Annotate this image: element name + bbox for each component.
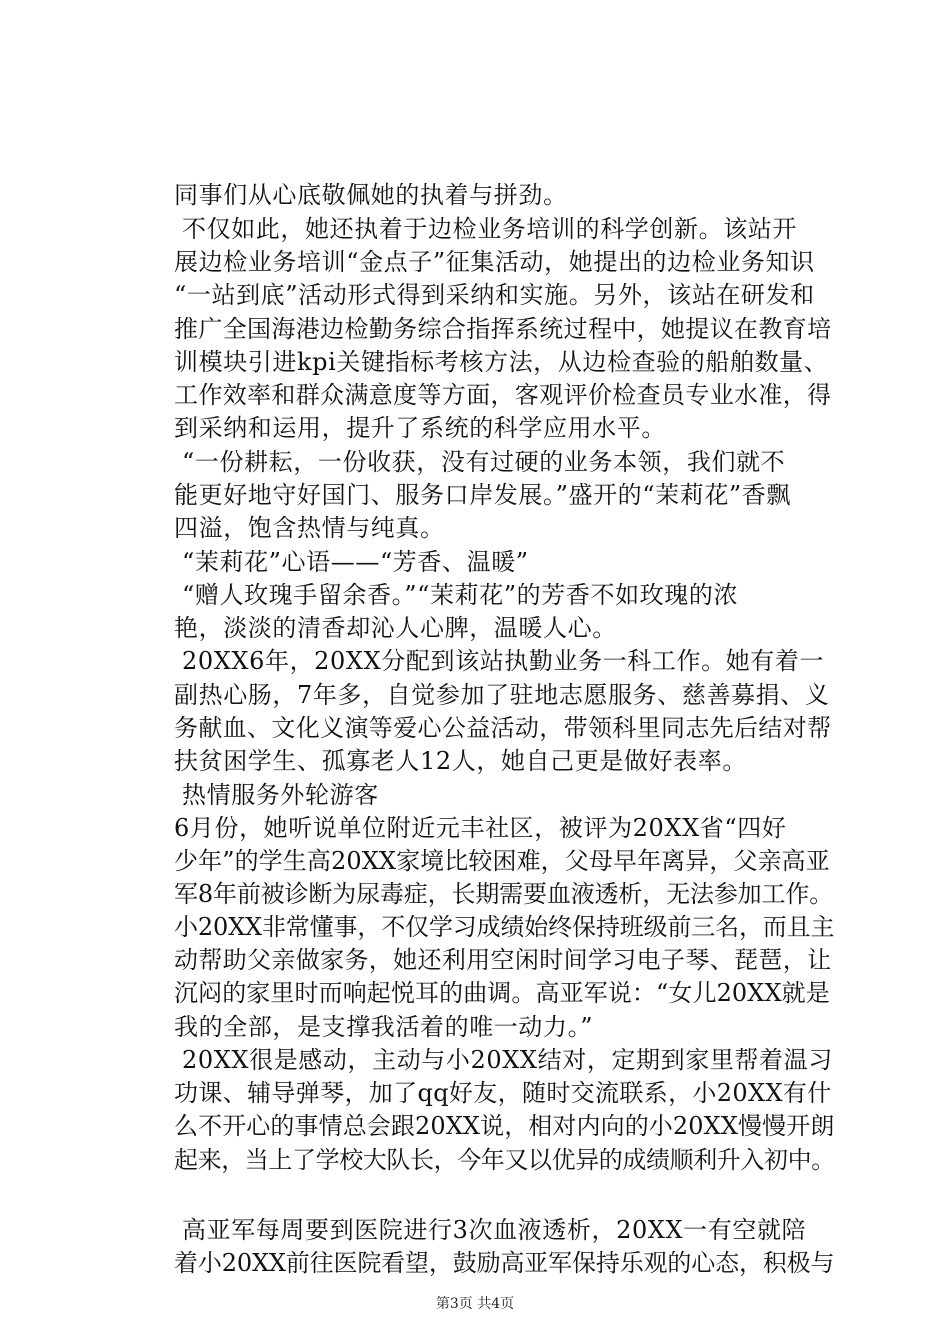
text-line: “赠人玫瑰手留余香。”“茉莉花”的芳香不如玫瑰的浓 (182, 581, 739, 609)
text-line: 热情服务外轮游客 (182, 781, 379, 809)
text-line: 到采纳和运用，提升了系统的科学应用水平。 (174, 414, 666, 442)
text-line: 能更好地守好国门、服务口岸发展。”盛开的“茉莉花”香飘 (174, 481, 792, 509)
text-line: 小20XX非常懂事，不仅学习成绩始终保持班级前三名，而且主 (174, 913, 835, 941)
text-line: 少年”的学生高20XX家境比较困难，父母早年离异，父亲高亚 (174, 847, 830, 875)
text-line: 展边检业务培训“金点子”征集活动，她提出的边检业务知识 (174, 248, 815, 276)
text-line: 副热心肠，7年多，自觉参加了驻地志愿服务、慈善募捐、义 (174, 681, 830, 709)
page-number-footer: 第3页 共4页 (435, 1296, 515, 1312)
text-line: 我的全部，是支撑我活着的唯一动力。” (174, 1013, 594, 1041)
text-line: 推广全国海港边检勤务综合指挥系统过程中，她提议在教育培 (174, 315, 832, 343)
text-line: 沉闷的家里时而响起悦耳的曲调。高亚军说：“女儿20XX就是 (174, 979, 830, 1007)
text-line: “一份耕耘，一份收获，没有过硬的业务本领，我们就不 (182, 448, 786, 476)
text-line: 6月份，她听说单位附近元丰社区，被评为20XX省“四好 (174, 814, 787, 842)
text-line: 20XX6年，20XX分配到该站执勤业务一科工作。她有着一 (182, 647, 825, 675)
text-line: 高亚军每周要到医院进行3次血液透析，20XX一有空就陪 (182, 1216, 807, 1244)
text-line: 么不开心的事情总会跟20XX说，相对内向的小20XX慢慢开朗 (174, 1112, 835, 1140)
text-line: 军8年前被诊断为尿毒症，长期需要血液透析，无法参加工作。 (174, 880, 834, 908)
text-line: 工作效率和群众满意度等方面，客观评价检查员专业水准，得 (174, 381, 832, 409)
text-line: 四溢，饱含热情与纯真。 (174, 514, 445, 542)
text-line: 着小20XX前往医院看望，鼓励高亚军保持乐观的心态，积极与 (174, 1249, 835, 1277)
text-line: 务献血、文化义演等爱心公益活动，带领科里同志先后结对帮 (174, 714, 832, 742)
text-line: 20XX很是感动，主动与小20XX结对，定期到家里帮着温习 (182, 1046, 833, 1074)
text-line: “一站到底”活动形式得到采纳和实施。另外，该站在研发和 (174, 281, 815, 309)
text-line: 功课、辅导弹琴，加了qq好友，随时交流联系，小20XX有什 (174, 1079, 832, 1107)
text-line: 艳，淡淡的清香却沁人心脾，温暖人心。 (174, 614, 617, 642)
text-line: 动帮助父亲做家务，她还利用空闲时间学习电子琴、琵琶，让 (174, 946, 832, 974)
text-line: 训模块引进kpi关键指标考核方法，从边检查验的船舶数量、 (174, 348, 829, 376)
text-line: 起来，当上了学校大队长，今年又以优异的成绩顺利升入初中。 (174, 1146, 835, 1174)
text-line: 同事们从心底敬佩她的执着与拼劲。 (174, 181, 568, 209)
text-line: 不仅如此，她还执着于边检业务培训的科学创新。该站开 (182, 215, 797, 243)
text-line: “茉莉花”心语——“芳香、温暖” (182, 548, 529, 576)
text-line: 扶贫困学生、孤寡老人12人，她自己更是做好表率。 (174, 747, 747, 775)
